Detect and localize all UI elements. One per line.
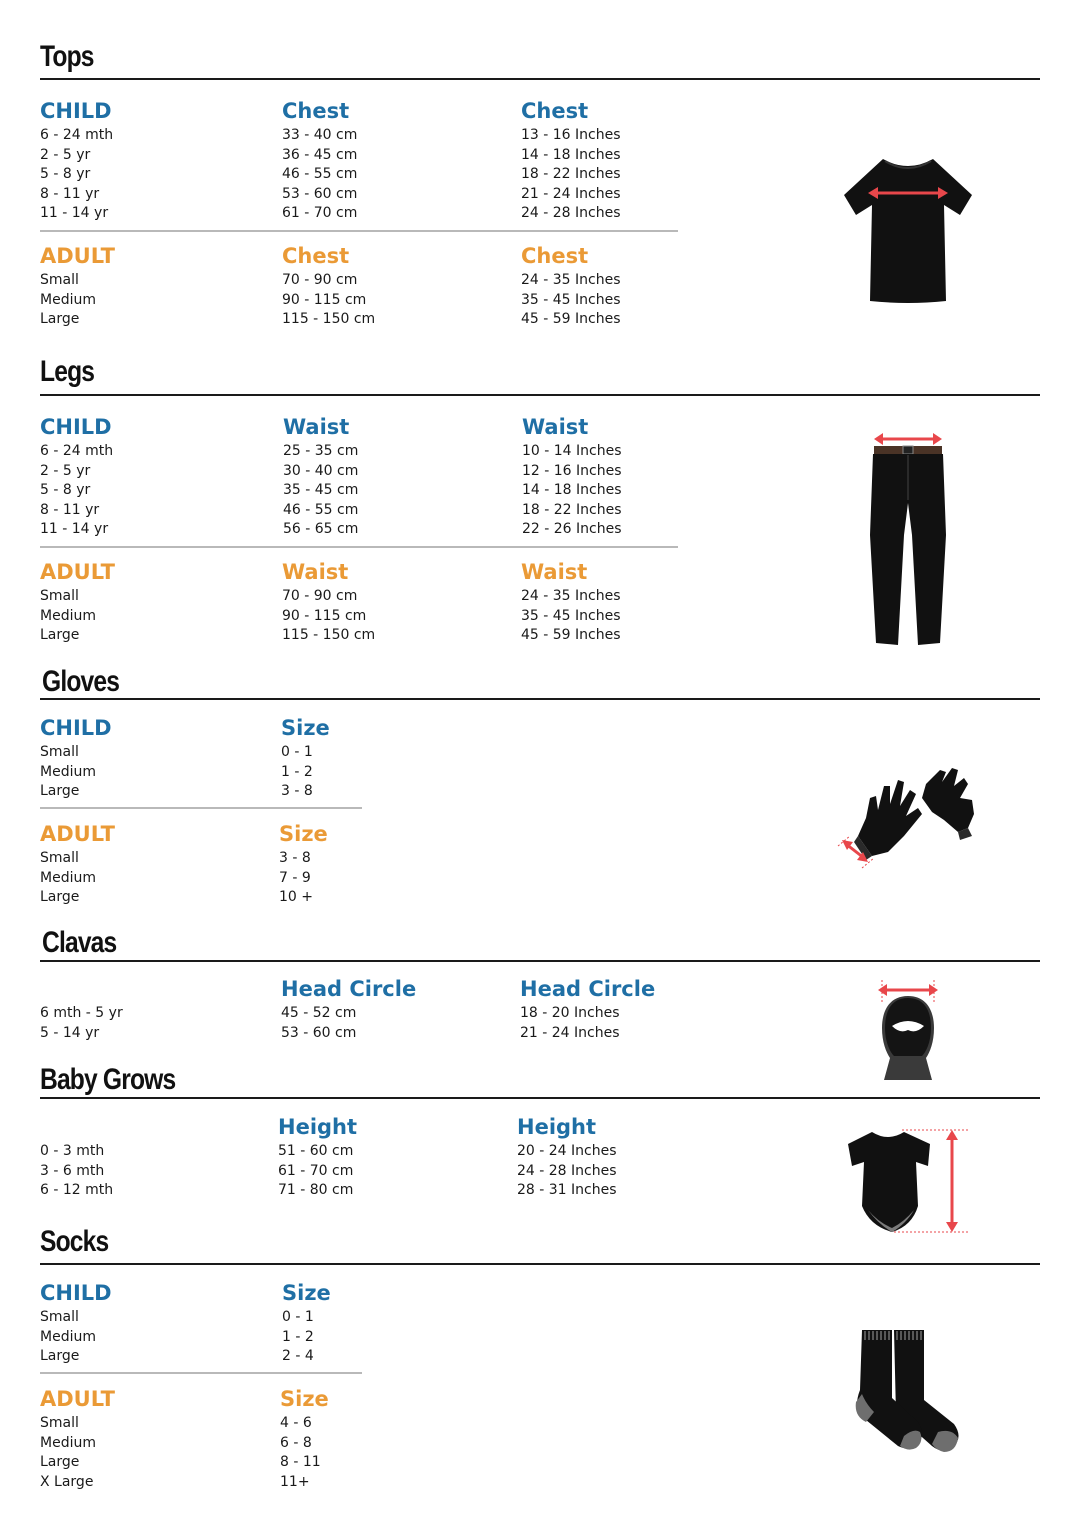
table-cell: 35 - 45 cm [283,482,359,498]
trousers-icon [866,425,950,650]
table-cell: 6 - 12 mth [40,1182,114,1198]
table-cell: 25 - 35 cm [283,443,359,459]
legs-child-header: CHILD [40,415,112,439]
legs-title-rule [40,394,1040,396]
clavas-cm-column [281,976,416,1043]
table-cell: 24 - 28 Inches [521,205,621,221]
legs-adult-inch-column [521,559,621,646]
table-cell: 53 - 60 cm [281,1024,357,1041]
table-cell: Small [40,1415,79,1431]
table-cell: 13 - 16 Inches [521,127,621,143]
table-cell: 56 - 65 cm [283,521,359,537]
socks-adult-size-value-column [280,1386,329,1492]
table-cell: 28 - 31 Inches [517,1182,617,1198]
table-cell: 1 - 2 [281,763,313,780]
legs-child-cm-column [283,414,358,540]
table-cell: 24 - 35 Inches [521,588,621,604]
table-cell: Large [40,1454,80,1470]
table-cell: Large [40,311,80,327]
table-cell: 8 - 11 yr [40,501,100,518]
tops-divider [40,230,678,232]
tops-adult-size-column [40,243,115,330]
gloves-divider [40,807,362,809]
table-cell: 3 - 8 [279,850,311,866]
table-cell: 8 - 11 yr [40,185,100,202]
clavas-age-header [40,976,123,1002]
table-cell: 11 - 14 yr [40,205,109,221]
tops-adult-cm-header: Chest [282,244,350,268]
tops-child-inch-header: Chest [521,99,589,123]
table-cell: 51 - 60 cm [278,1143,354,1159]
table-cell: X Large [40,1473,94,1490]
table-cell: 18 - 20 Inches [520,1005,620,1021]
socks-title-rule [40,1263,1040,1265]
babygrow-icon [842,1126,970,1238]
table-cell: 2 - 5 yr [40,462,91,479]
socks-adult-size-header: Size [280,1387,329,1411]
babygrows-cm-header: Height [278,1115,358,1139]
table-cell: 22 - 26 Inches [522,521,622,537]
table-cell: Small [40,850,79,866]
table-cell: 12 - 16 Inches [522,462,622,479]
table-cell: 10 - 14 Inches [522,443,622,459]
table-cell: Medium [40,1328,96,1345]
tops-child-size-column [40,98,113,224]
table-cell: 18 - 22 Inches [521,166,621,182]
gloves-child-size-value-column [281,715,330,802]
table-cell: 46 - 55 cm [282,166,358,182]
table-cell: 11+ [280,1473,310,1490]
legs-divider [40,546,678,548]
table-cell: Small [40,588,79,604]
table-cell: Medium [40,291,96,308]
table-cell: 90 - 115 cm [282,607,367,624]
clavas-inch-header: Head Circle [520,977,656,1001]
table-cell: 90 - 115 cm [282,291,367,308]
table-cell: 35 - 45 Inches [521,607,621,624]
table-cell: 0 - 1 [282,1309,314,1325]
tops-child-cm-column [282,98,357,224]
table-cell: Large [40,627,80,643]
babygrows-cm-column [278,1114,357,1201]
table-cell: 5 - 8 yr [40,166,91,182]
legs-adult-cm-header: Waist [282,560,349,584]
table-cell: Large [40,889,80,905]
babygrows-age-column [40,1114,113,1201]
tops-adult-inch-header: Chest [521,244,589,268]
tops-adult-inch-column [521,243,621,330]
table-cell: 2 - 5 yr [40,146,91,163]
table-cell: 46 - 55 cm [283,501,359,518]
table-cell: 33 - 40 cm [282,127,358,143]
table-cell: 71 - 80 cm [278,1182,354,1198]
table-cell: 36 - 45 cm [282,146,358,163]
table-cell: Medium [40,763,96,780]
table-cell: 20 - 24 Inches [517,1143,617,1159]
table-cell: Medium [40,869,96,886]
legs-child-inch-column [522,414,622,540]
gloves-adult-size-column [40,821,115,908]
table-cell: 18 - 22 Inches [522,501,622,518]
table-cell: 6 - 8 [280,1434,312,1451]
socks-title: Socks [40,1225,109,1258]
tops-title: Tops [40,40,94,73]
table-cell: 53 - 60 cm [282,185,358,202]
babygrows-title: Baby Grows [40,1063,176,1096]
table-cell: Large [40,1348,80,1364]
table-cell: 35 - 45 Inches [521,291,621,308]
socks-child-size-value-column [282,1280,331,1367]
legs-child-cm-header: Waist [283,415,350,439]
table-cell: 24 - 35 Inches [521,272,621,288]
socks-adult-header: ADULT [40,1387,115,1411]
legs-child-size-column [40,414,113,540]
socks-child-size-header: Size [282,1281,331,1305]
table-cell: 45 - 59 Inches [521,627,621,643]
table-cell: 45 - 59 Inches [521,311,621,327]
table-cell: 3 - 6 mth [40,1162,105,1179]
table-cell: 70 - 90 cm [282,588,358,604]
tops-child-header: CHILD [40,99,112,123]
babygrows-inch-column [517,1114,617,1201]
table-cell: 115 - 150 cm [282,627,376,643]
table-cell: 6 - 24 mth [40,443,114,459]
clavas-age-column [40,976,123,1043]
table-cell: 0 - 1 [281,744,313,760]
table-cell: 3 - 8 [281,783,313,799]
table-cell: 115 - 150 cm [282,311,376,327]
table-cell: 6 mth - 5 yr [40,1005,123,1021]
table-cell: Small [40,272,79,288]
clavas-title-rule [40,960,1040,962]
table-cell: 0 - 3 mth [40,1143,105,1159]
table-cell: 6 - 24 mth [40,127,114,143]
table-cell: 1 - 2 [282,1328,314,1345]
table-cell: 11 - 14 yr [40,521,109,537]
babygrows-title-rule [40,1097,1040,1099]
gloves-child-header: CHILD [40,716,112,740]
table-cell: Large [40,783,80,799]
table-cell: 5 - 8 yr [40,482,91,498]
legs-adult-inch-header: Waist [521,560,588,584]
table-cell: Small [40,1309,79,1325]
table-cell: 14 - 18 Inches [522,482,622,498]
table-cell: 5 - 14 yr [40,1024,100,1041]
table-cell: 2 - 4 [282,1348,314,1364]
legs-adult-header: ADULT [40,560,115,584]
table-cell: 21 - 24 Inches [521,185,621,202]
table-cell: 14 - 18 Inches [521,146,621,163]
socks-icon [852,1328,964,1456]
tops-adult-cm-column [282,243,375,330]
legs-adult-size-column [40,559,115,646]
table-cell: 24 - 28 Inches [517,1162,617,1179]
table-cell: 7 - 9 [279,869,311,886]
table-cell: 61 - 70 cm [278,1162,354,1179]
table-cell: 10 + [279,889,313,905]
table-cell: 61 - 70 cm [282,205,358,221]
clavas-title: Clavas [42,926,117,959]
clavas-inch-column [520,976,655,1043]
table-cell: Medium [40,607,96,624]
gloves-child-size-header: Size [281,716,330,740]
clavas-cm-header: Head Circle [281,977,417,1001]
table-cell: 30 - 40 cm [283,462,359,479]
table-cell: 70 - 90 cm [282,272,358,288]
table-cell: 4 - 6 [280,1415,312,1431]
socks-child-size-column [40,1280,112,1367]
legs-child-inch-header: Waist [522,415,589,439]
socks-adult-size-column [40,1386,115,1492]
table-cell: 21 - 24 Inches [520,1024,620,1041]
table-cell: Small [40,744,79,760]
gloves-title: Gloves [42,665,120,698]
legs-title: Legs [40,355,95,388]
tshirt-icon [838,155,978,307]
tops-child-inch-column [521,98,621,224]
table-cell: 45 - 52 cm [281,1005,357,1021]
babygrows-inch-header: Height [517,1115,597,1139]
table-cell: 8 - 11 [280,1454,321,1470]
gloves-adult-size-header: Size [279,822,328,846]
balaclava-icon [876,976,940,1084]
gloves-adult-size-value-column [279,821,328,908]
gloves-adult-header: ADULT [40,822,115,846]
gloves-icon [836,764,982,872]
babygrows-age-header [40,1114,113,1140]
table-cell: Medium [40,1434,96,1451]
tops-adult-header: ADULT [40,244,115,268]
tops-title-rule [40,78,1040,80]
legs-adult-cm-column [282,559,375,646]
tops-child-cm-header: Chest [282,99,350,123]
gloves-child-size-column [40,715,112,802]
socks-child-header: CHILD [40,1281,112,1305]
gloves-title-rule [40,698,1040,700]
socks-divider [40,1372,362,1374]
